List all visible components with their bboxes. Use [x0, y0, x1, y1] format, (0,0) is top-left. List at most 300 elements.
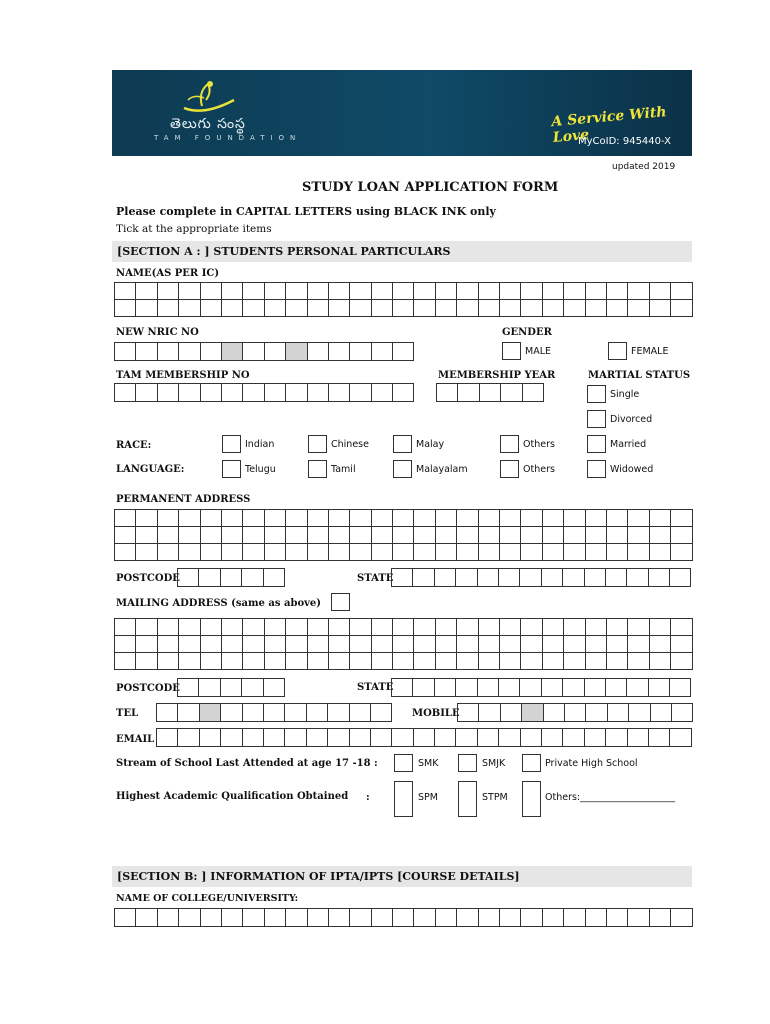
char-box[interactable]	[542, 679, 563, 697]
char-box[interactable]	[499, 679, 520, 697]
char-box[interactable]	[265, 384, 286, 402]
char-box[interactable]	[243, 283, 264, 300]
qualification-stpm-checkbox[interactable]	[458, 781, 477, 817]
char-box[interactable]	[627, 679, 648, 697]
char-box[interactable]	[264, 679, 285, 697]
char-box[interactable]	[564, 653, 585, 670]
char-box[interactable]	[115, 343, 136, 361]
language-others-checkbox[interactable]	[500, 460, 519, 478]
char-box[interactable]	[414, 283, 435, 300]
char-box[interactable]	[436, 510, 457, 527]
language-tamil-checkbox[interactable]	[308, 460, 327, 478]
char-box[interactable]	[264, 704, 285, 722]
char-box[interactable]	[393, 653, 414, 670]
char-box[interactable]	[435, 679, 456, 697]
char-box[interactable]	[393, 300, 414, 317]
char-box[interactable]	[243, 636, 264, 653]
char-box[interactable]	[479, 544, 500, 561]
char-box[interactable]	[201, 300, 222, 317]
char-box[interactable]	[500, 283, 521, 300]
char-box[interactable]	[372, 636, 393, 653]
char-box[interactable]	[286, 544, 307, 561]
char-box[interactable]	[179, 283, 200, 300]
char-box[interactable]	[115, 909, 136, 927]
char-box[interactable]	[372, 384, 393, 402]
char-box[interactable]	[499, 569, 520, 587]
char-box[interactable]	[650, 300, 671, 317]
char-box[interactable]	[628, 544, 649, 561]
char-box[interactable]	[479, 636, 500, 653]
char-box[interactable]	[308, 527, 329, 544]
char-box[interactable]	[265, 636, 286, 653]
char-box[interactable]	[586, 653, 607, 670]
char-box[interactable]	[286, 636, 307, 653]
char-box[interactable]	[671, 510, 692, 527]
char-box[interactable]	[543, 544, 564, 561]
char-box[interactable]	[521, 729, 542, 747]
stream-smjk-checkbox[interactable]	[458, 754, 477, 772]
char-box[interactable]	[200, 729, 221, 747]
char-box[interactable]	[650, 510, 671, 527]
char-box[interactable]	[265, 283, 286, 300]
mailing-postcode-grid[interactable]	[177, 678, 285, 697]
char-box[interactable]	[222, 636, 243, 653]
char-box[interactable]	[179, 384, 200, 402]
char-box[interactable]	[115, 544, 136, 561]
char-box[interactable]	[350, 343, 371, 361]
char-box[interactable]	[178, 679, 199, 697]
char-box[interactable]	[307, 729, 328, 747]
char-box[interactable]	[350, 653, 371, 670]
char-box[interactable]	[179, 544, 200, 561]
char-box[interactable]	[179, 343, 200, 361]
marital-married-checkbox[interactable]	[587, 435, 606, 453]
char-box[interactable]	[308, 544, 329, 561]
char-box[interactable]	[372, 653, 393, 670]
char-box[interactable]	[157, 729, 178, 747]
char-box[interactable]	[329, 300, 350, 317]
char-box[interactable]	[650, 653, 671, 670]
char-box[interactable]	[222, 300, 243, 317]
char-box[interactable]	[628, 510, 649, 527]
char-box[interactable]	[393, 283, 414, 300]
char-box[interactable]	[671, 300, 692, 317]
char-box[interactable]	[563, 569, 584, 587]
char-box[interactable]	[158, 653, 179, 670]
char-box[interactable]	[179, 653, 200, 670]
name-grid[interactable]	[114, 282, 693, 317]
char-box[interactable]	[158, 300, 179, 317]
char-box[interactable]	[629, 704, 650, 722]
char-box[interactable]	[201, 909, 222, 927]
char-box[interactable]	[201, 653, 222, 670]
char-box[interactable]	[265, 619, 286, 636]
char-box[interactable]	[286, 384, 307, 402]
char-box[interactable]	[179, 527, 200, 544]
char-box[interactable]	[586, 704, 607, 722]
char-box[interactable]	[479, 510, 500, 527]
char-box[interactable]	[457, 544, 478, 561]
char-box[interactable]	[456, 679, 477, 697]
char-box[interactable]	[179, 300, 200, 317]
char-box[interactable]	[628, 909, 649, 927]
char-box[interactable]	[308, 653, 329, 670]
char-box[interactable]	[457, 283, 478, 300]
char-box[interactable]	[115, 653, 136, 670]
char-box[interactable]	[222, 619, 243, 636]
char-box[interactable]	[436, 283, 457, 300]
char-box[interactable]	[242, 569, 263, 587]
char-box[interactable]	[628, 283, 649, 300]
char-box[interactable]	[243, 527, 264, 544]
char-box[interactable]	[564, 300, 585, 317]
char-box[interactable]	[221, 679, 242, 697]
char-box[interactable]	[521, 909, 542, 927]
char-box[interactable]	[286, 527, 307, 544]
char-box[interactable]	[564, 636, 585, 653]
char-box[interactable]	[222, 283, 243, 300]
stream-smk-checkbox[interactable]	[394, 754, 413, 772]
char-box[interactable]	[350, 510, 371, 527]
char-box[interactable]	[478, 679, 499, 697]
char-box[interactable]	[372, 527, 393, 544]
char-box[interactable]	[329, 510, 350, 527]
char-box[interactable]	[265, 909, 286, 927]
qualification-spm-checkbox[interactable]	[394, 781, 413, 817]
char-box[interactable]	[607, 544, 628, 561]
char-box[interactable]	[328, 729, 349, 747]
char-box[interactable]	[221, 704, 242, 722]
char-box[interactable]	[329, 636, 350, 653]
char-box[interactable]	[413, 679, 434, 697]
char-box[interactable]	[586, 283, 607, 300]
char-box[interactable]	[392, 569, 413, 587]
char-box[interactable]	[201, 544, 222, 561]
char-box[interactable]	[606, 679, 627, 697]
char-box[interactable]	[544, 704, 565, 722]
char-box[interactable]	[563, 729, 584, 747]
membership-year-grid[interactable]	[436, 383, 544, 402]
gender-male-checkbox[interactable]	[502, 342, 521, 360]
race-others-checkbox[interactable]	[500, 435, 519, 453]
char-box[interactable]	[606, 729, 627, 747]
char-box[interactable]	[414, 510, 435, 527]
char-box[interactable]	[607, 653, 628, 670]
char-box[interactable]	[521, 653, 542, 670]
mailing-state-grid[interactable]	[391, 678, 691, 697]
char-box[interactable]	[521, 527, 542, 544]
char-box[interactable]	[329, 544, 350, 561]
char-box[interactable]	[179, 510, 200, 527]
char-box[interactable]	[158, 527, 179, 544]
char-box[interactable]	[328, 704, 349, 722]
char-box[interactable]	[308, 283, 329, 300]
char-box[interactable]	[393, 909, 414, 927]
char-box[interactable]	[243, 544, 264, 561]
char-box[interactable]	[286, 283, 307, 300]
char-box[interactable]	[243, 384, 264, 402]
char-box[interactable]	[521, 300, 542, 317]
char-box[interactable]	[521, 544, 542, 561]
char-box[interactable]	[308, 384, 329, 402]
char-box[interactable]	[199, 569, 220, 587]
char-box[interactable]	[436, 636, 457, 653]
char-box[interactable]	[222, 653, 243, 670]
char-box[interactable]	[372, 619, 393, 636]
char-box[interactable]	[479, 527, 500, 544]
gender-female-checkbox[interactable]	[608, 342, 627, 360]
char-box[interactable]	[201, 619, 222, 636]
char-box[interactable]	[264, 729, 285, 747]
char-box[interactable]	[157, 704, 178, 722]
char-box[interactable]	[499, 729, 520, 747]
char-box[interactable]	[136, 619, 157, 636]
char-box[interactable]	[158, 909, 179, 927]
char-box[interactable]	[350, 384, 371, 402]
char-box[interactable]	[478, 569, 499, 587]
char-box[interactable]	[456, 569, 477, 587]
char-box[interactable]	[649, 729, 670, 747]
char-box[interactable]	[329, 384, 350, 402]
char-box[interactable]	[457, 636, 478, 653]
char-box[interactable]	[457, 909, 478, 927]
char-box[interactable]	[564, 544, 585, 561]
char-box[interactable]	[414, 544, 435, 561]
char-box[interactable]	[222, 343, 243, 361]
char-box[interactable]	[222, 527, 243, 544]
char-box[interactable]	[286, 343, 307, 361]
char-box[interactable]	[285, 729, 306, 747]
char-box[interactable]	[565, 704, 586, 722]
char-box[interactable]	[393, 527, 414, 544]
char-box[interactable]	[564, 619, 585, 636]
char-box[interactable]	[628, 729, 649, 747]
char-box[interactable]	[500, 636, 521, 653]
char-box[interactable]	[650, 909, 671, 927]
char-box[interactable]	[178, 729, 199, 747]
char-box[interactable]	[437, 384, 458, 402]
char-box[interactable]	[500, 510, 521, 527]
char-box[interactable]	[158, 636, 179, 653]
membership-no-grid[interactable]	[114, 383, 414, 402]
char-box[interactable]	[478, 729, 499, 747]
char-box[interactable]	[393, 619, 414, 636]
char-box[interactable]	[308, 909, 329, 927]
permanent-address-grid[interactable]	[114, 509, 693, 561]
char-box[interactable]	[500, 300, 521, 317]
char-box[interactable]	[500, 619, 521, 636]
char-box[interactable]	[350, 636, 371, 653]
char-box[interactable]	[115, 619, 136, 636]
char-box[interactable]	[158, 544, 179, 561]
char-box[interactable]	[564, 527, 585, 544]
char-box[interactable]	[201, 527, 222, 544]
char-box[interactable]	[393, 510, 414, 527]
race-indian-checkbox[interactable]	[222, 435, 241, 453]
char-box[interactable]	[413, 569, 434, 587]
char-box[interactable]	[500, 527, 521, 544]
char-box[interactable]	[242, 679, 263, 697]
char-box[interactable]	[265, 527, 286, 544]
state-grid[interactable]	[391, 568, 691, 587]
char-box[interactable]	[522, 704, 543, 722]
char-box[interactable]	[671, 544, 692, 561]
char-box[interactable]	[479, 909, 500, 927]
char-box[interactable]	[243, 653, 264, 670]
char-box[interactable]	[136, 636, 157, 653]
char-box[interactable]	[542, 569, 563, 587]
char-box[interactable]	[521, 283, 542, 300]
char-box[interactable]	[586, 300, 607, 317]
char-box[interactable]	[201, 283, 222, 300]
char-box[interactable]	[329, 343, 350, 361]
char-box[interactable]	[479, 653, 500, 670]
char-box[interactable]	[371, 704, 392, 722]
char-box[interactable]	[671, 909, 692, 927]
char-box[interactable]	[158, 384, 179, 402]
char-box[interactable]	[650, 544, 671, 561]
char-box[interactable]	[457, 619, 478, 636]
char-box[interactable]	[671, 636, 692, 653]
char-box[interactable]	[222, 384, 243, 402]
char-box[interactable]	[628, 653, 649, 670]
marital-divorced-checkbox[interactable]	[587, 410, 606, 428]
char-box[interactable]	[350, 527, 371, 544]
college-grid[interactable]	[114, 908, 693, 927]
char-box[interactable]	[607, 619, 628, 636]
mobile-grid[interactable]	[457, 703, 693, 722]
mailing-same-checkbox[interactable]	[331, 593, 350, 611]
char-box[interactable]	[243, 343, 264, 361]
char-box[interactable]	[649, 569, 670, 587]
char-box[interactable]	[221, 569, 242, 587]
char-box[interactable]	[199, 679, 220, 697]
char-box[interactable]	[393, 343, 414, 361]
char-box[interactable]	[222, 510, 243, 527]
char-box[interactable]	[650, 619, 671, 636]
char-box[interactable]	[221, 729, 242, 747]
char-box[interactable]	[436, 544, 457, 561]
char-box[interactable]	[179, 909, 200, 927]
char-box[interactable]	[627, 569, 648, 587]
char-box[interactable]	[201, 384, 222, 402]
char-box[interactable]	[414, 300, 435, 317]
char-box[interactable]	[479, 300, 500, 317]
char-box[interactable]	[436, 300, 457, 317]
char-box[interactable]	[178, 704, 199, 722]
char-box[interactable]	[628, 619, 649, 636]
char-box[interactable]	[435, 729, 456, 747]
char-box[interactable]	[414, 636, 435, 653]
char-box[interactable]	[350, 544, 371, 561]
char-box[interactable]	[521, 619, 542, 636]
char-box[interactable]	[372, 283, 393, 300]
char-box[interactable]	[200, 704, 221, 722]
char-box[interactable]	[286, 653, 307, 670]
char-box[interactable]	[286, 909, 307, 927]
char-box[interactable]	[650, 527, 671, 544]
char-box[interactable]	[414, 527, 435, 544]
char-box[interactable]	[308, 636, 329, 653]
char-box[interactable]	[350, 283, 371, 300]
char-box[interactable]	[286, 510, 307, 527]
char-box[interactable]	[158, 343, 179, 361]
char-box[interactable]	[543, 909, 564, 927]
char-box[interactable]	[414, 619, 435, 636]
char-box[interactable]	[670, 729, 691, 747]
char-box[interactable]	[458, 704, 479, 722]
char-box[interactable]	[608, 704, 629, 722]
char-box[interactable]	[329, 909, 350, 927]
char-box[interactable]	[521, 510, 542, 527]
char-box[interactable]	[670, 569, 691, 587]
char-box[interactable]	[243, 704, 264, 722]
char-box[interactable]	[372, 343, 393, 361]
char-box[interactable]	[115, 527, 136, 544]
char-box[interactable]	[501, 704, 522, 722]
char-box[interactable]	[520, 569, 541, 587]
char-box[interactable]	[136, 343, 157, 361]
char-box[interactable]	[179, 636, 200, 653]
char-box[interactable]	[500, 544, 521, 561]
char-box[interactable]	[650, 636, 671, 653]
char-box[interactable]	[115, 384, 136, 402]
char-box[interactable]	[136, 909, 157, 927]
char-box[interactable]	[243, 510, 264, 527]
char-box[interactable]	[136, 527, 157, 544]
char-box[interactable]	[329, 653, 350, 670]
char-box[interactable]	[435, 569, 456, 587]
mailing-address-grid[interactable]	[114, 618, 693, 670]
tel-grid[interactable]	[156, 703, 392, 722]
char-box[interactable]	[586, 909, 607, 927]
char-box[interactable]	[393, 384, 414, 402]
char-box[interactable]	[628, 636, 649, 653]
char-box[interactable]	[543, 527, 564, 544]
char-box[interactable]	[564, 283, 585, 300]
char-box[interactable]	[329, 283, 350, 300]
char-box[interactable]	[372, 300, 393, 317]
char-box[interactable]	[585, 569, 606, 587]
char-box[interactable]	[329, 619, 350, 636]
char-box[interactable]	[543, 300, 564, 317]
char-box[interactable]	[628, 527, 649, 544]
char-box[interactable]	[201, 343, 222, 361]
char-box[interactable]	[479, 704, 500, 722]
char-box[interactable]	[436, 653, 457, 670]
char-box[interactable]	[350, 729, 371, 747]
postcode-grid[interactable]	[177, 568, 285, 587]
char-box[interactable]	[372, 544, 393, 561]
char-box[interactable]	[115, 636, 136, 653]
char-box[interactable]	[158, 510, 179, 527]
char-box[interactable]	[457, 527, 478, 544]
char-box[interactable]	[158, 283, 179, 300]
char-box[interactable]	[586, 619, 607, 636]
char-box[interactable]	[115, 510, 136, 527]
char-box[interactable]	[414, 729, 435, 747]
char-box[interactable]	[628, 300, 649, 317]
char-box[interactable]	[243, 729, 264, 747]
char-box[interactable]	[136, 653, 157, 670]
char-box[interactable]	[222, 909, 243, 927]
char-box[interactable]	[136, 283, 157, 300]
char-box[interactable]	[606, 569, 627, 587]
char-box[interactable]	[523, 384, 544, 402]
char-box[interactable]	[265, 343, 286, 361]
char-box[interactable]	[671, 619, 692, 636]
char-box[interactable]	[649, 679, 670, 697]
